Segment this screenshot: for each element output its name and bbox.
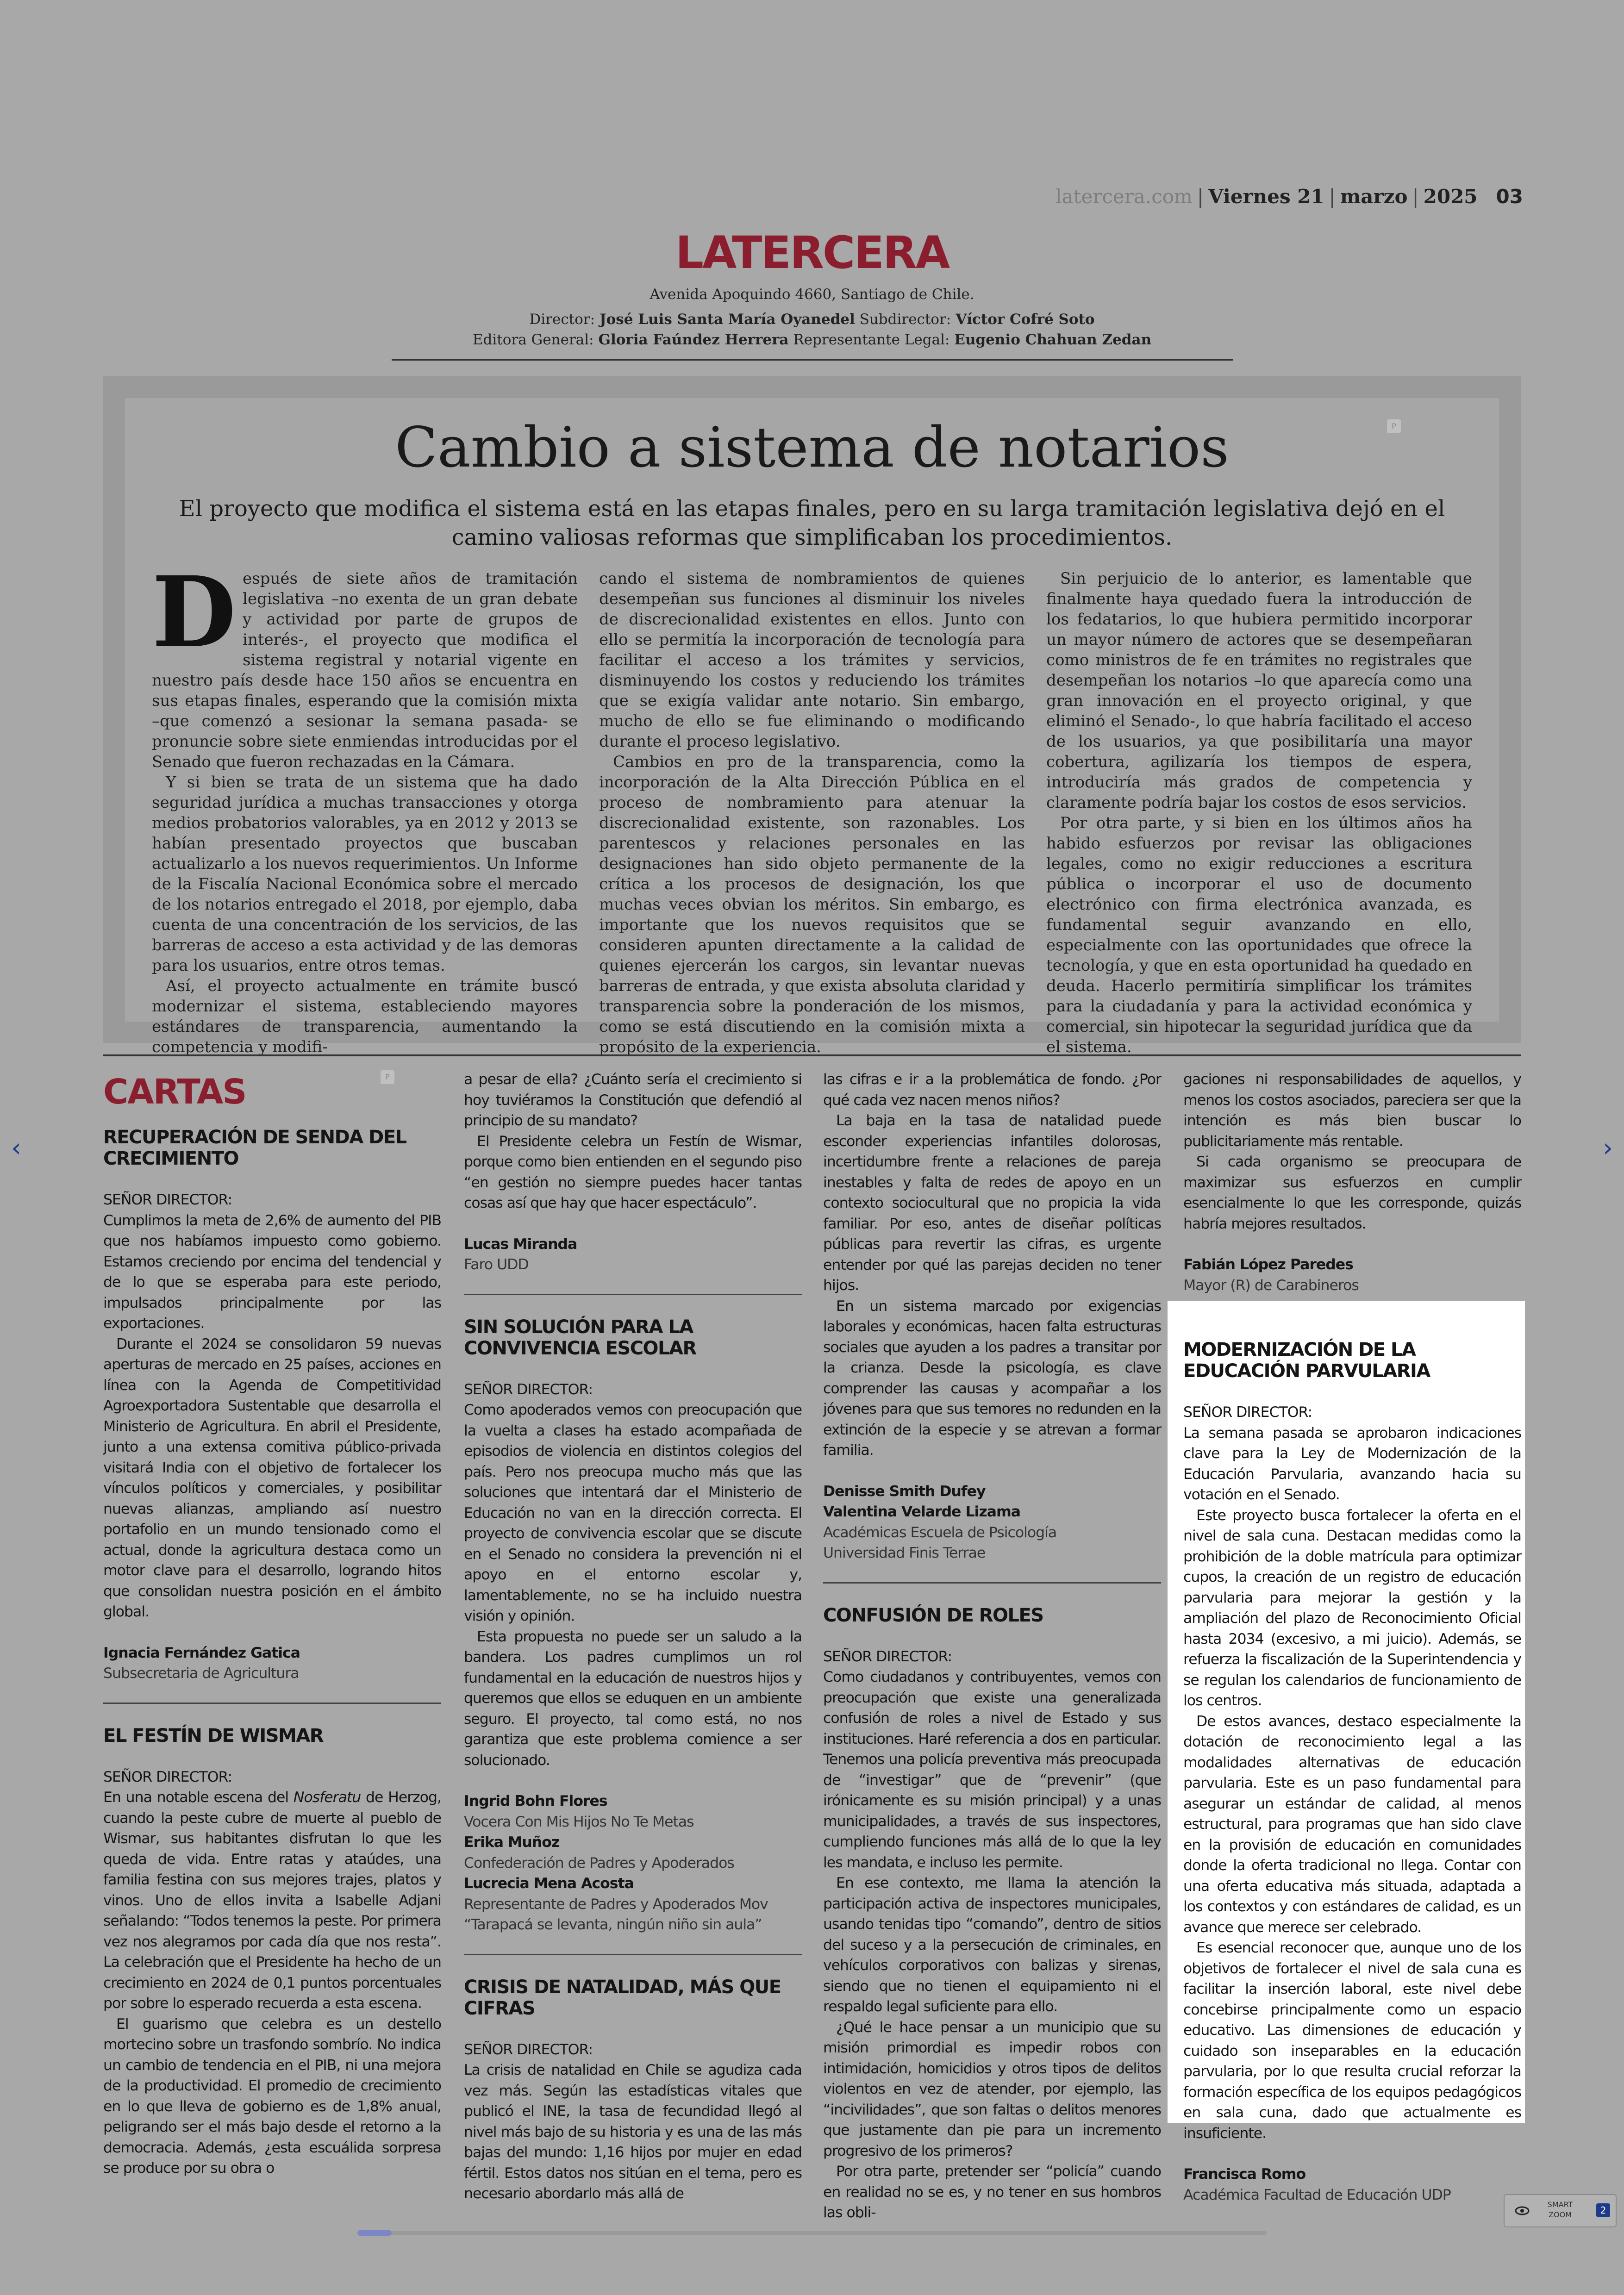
editorial-title: Cambio a sistema de notarios — [395, 416, 1229, 480]
letter-author: Erika Muñoz — [464, 1834, 560, 1851]
staff-line-2: Editora General: Gloria Faúndez Herrera Representante Legal: Eugenio Chahuan Zedan — [472, 331, 1152, 348]
letter-salutation: SEÑOR DIRECTOR: — [823, 1648, 952, 1665]
letter-paragraph: las cifras e ir a la problemática de fondo. ¿Por qué cada vez nacen menos niños? — [823, 1071, 1161, 1109]
letter-divider — [464, 1294, 802, 1295]
letter-paragraph: Es esencial reconocer que, aunque uno de los objetivos de fortalecer el nivel de sala cuna es facilitar la inserción laboral, este nivel debe concebirse principalmente como un espacio educativo. Las dimensiones de educación y cuidado son inseparables en la educación parvularia, por lo que resulta crucial reforzar la formación específica de los equipos pedagógicos en sala cuna, dado que actualmente es insuficiente. — [1183, 1940, 1521, 2142]
page-scrollbar-thumb[interactable] — [357, 2230, 392, 2236]
letter-author-role: Académicas Escuela de Psicología — [823, 1524, 1057, 1541]
letter-author: Lucas Miranda — [464, 1235, 577, 1253]
editorial-column-2 — [599, 568, 1025, 1057]
editorial-deck: El proyecto que modifica el sistema está en las etapas finales, pero en su larga tramitación legislativa dejó en el camino valiosas reformas que simplificaban los procedimientos. — [179, 496, 1445, 550]
next-page-button[interactable]: › — [1603, 1133, 1613, 1162]
ad-marker-icon[interactable]: P — [381, 1070, 394, 1084]
letter-salutation: SEÑOR DIRECTOR: — [103, 1768, 232, 1785]
website-label: latercera.com — [1056, 185, 1193, 208]
letter-paragraph: Por otra parte, pretender ser “policía” cuando en realidad no se es, y no tener en sus hombros las obli- — [823, 2163, 1161, 2221]
letter-paragraph: La baja en la tasa de natalidad puede esconder experiencias infantiles dolorosas, incertidumbre frente a relaciones de pareja inestables y falta de redes de apoyo en un contexto sociocultural que no propicia la vida familiar. Por eso, antes de diseñar políticas públicas para revertir las cifras, es urgente entender por qué las parejas deciden no tener hijos. — [823, 1112, 1161, 1294]
letter-author-role: Vocera Con Mis Hijos No Te Metas — [464, 1813, 694, 1830]
letters-column-4 — [1183, 1069, 1521, 2205]
letter-paragraph: En una notable escena del Nosferatu de Herzog, cuando la peste cubre de muerte al pueblo de Wismar, sus habitantes disfrutan lo que les queda de vida. Entre ratas y ataúdes, una familia festina con sus mejores trajes, platos y vinos. Uno de ellos invita a Isabelle Adjani señalando: “Todos tenemos la peste. Por primera vez nos alegramos por cada día que nos resta”. La celebración que el Presidente ha hecho de un crecimiento en 2024 de 0,1 puntos porcentuales por sobre lo esperado recuerda a esta escena. — [103, 1789, 441, 2012]
letter-author: Ignacia Fernández Gatica — [103, 1644, 300, 1661]
letter-paragraph: En un sistema marcado por exigencias laborales y económicas, hacen falta estructuras sociales que ayuden a los padres a transitar por la crianza. Desde la psicología, es clave comprender las causas y acompañar a los jóvenes para que sus temores no redunden en la extinción de la especie y se atrevan a formar familia. — [823, 1297, 1161, 1459]
editorial-paragraph: Y si bien se trata de un sistema que ha dado seguridad jurídica a muchas transacciones y otorga medios probatorios valorables, ya en 2012 y 2013 se habían presentado proyectos que buscaban actualizarlo a los nuevos requerimientos. Un Informe de la Fiscalía Nacional Económica sobre el mercado de los notarios entregado el 2018, por ejemplo, daba cuenta de una concentración de los servicios, de las barreras de acceso a esta actividad y de las demoras para los usuarios, entre otros temas. — [152, 773, 578, 975]
letter-author-role: Académica Facultad de Educación UDP — [1183, 2186, 1451, 2203]
letters-column-1 — [103, 1069, 441, 2179]
letter-author: Fabián López Paredes — [1183, 1256, 1353, 1273]
letter-paragraph: ¿Qué le hace pensar a un municipio que su misión primordial es impedir robos con intimidación, homicidios y otros tipos de delitos violentos en vez de atender, por ejemplo, las “incivilidades”, que son faltas o delitos menores que justamente dan pie para un incremento progresivo de los primeros? — [823, 2019, 1161, 2159]
letter-headline: SIN SOLUCIÓN PARA LA CONVIVENCIA ESCOLAR — [464, 1316, 696, 1359]
smart-zoom-badge: 2 — [1596, 2203, 1610, 2217]
letter-headline: EL FESTÍN DE WISMAR — [103, 1725, 324, 1746]
letter-author-role: Mayor (R) de Carabineros — [1183, 1277, 1359, 1294]
section-divider — [103, 1054, 1521, 1056]
smart-zoom-label: SMART ZOOM — [1547, 2200, 1573, 2219]
letter-divider — [464, 1954, 802, 1955]
letters-column-3 — [823, 1069, 1161, 2223]
letter-salutation: SEÑOR DIRECTOR: — [103, 1191, 232, 1208]
letter-paragraph: a pesar de ella? ¿Cuánto sería el crecimiento si hoy tuviéramos la Constitución que defendió al principio de su mandato? — [464, 1071, 802, 1129]
letter-divider — [823, 1582, 1161, 1584]
letter-headline: RECUPERACIÓN DE SENDA DEL CRECIMIENTO — [103, 1127, 406, 1169]
section-title-cartas: CARTAS — [103, 1072, 246, 1112]
letter-author: Denisse Smith Dufey — [823, 1483, 986, 1500]
letter-headline: CONFUSIÓN DE ROLES — [823, 1604, 1043, 1626]
smart-zoom-button[interactable] — [1504, 2194, 1617, 2227]
letter-author: Lucrecia Mena Acosta — [464, 1875, 634, 1892]
letter-divider — [103, 1703, 441, 1704]
letter-author-role: “Tarapacá se levanta, ningún niño sin aula” — [464, 1916, 762, 1933]
letter-paragraph: El guarismo que celebra es un destello mortecino sobre un trasfondo sombrío. No indica un cambio de tendencia en el PIB, ni una mejora de la productividad. El promedio de crecimiento en lo que lleva de gobierno es de 1,8% anual, peligrando ser el más bajo desde el retorno a la democracia. Además, ¿esta escuálida sorpresa se produce por su obra o — [103, 2015, 441, 2177]
letter-author-role: Representante de Padres y Apoderados Mov — [464, 1896, 768, 1913]
editorial-column-1 — [152, 555, 578, 1057]
editorial-column-3 — [1046, 568, 1472, 1057]
letter-paragraph: La crisis de natalidad en Chile se agudiza cada vez más. Según las estadísticas vitales que publicó el INE, la tasa de fecundidad llegó al nivel más bajo de su historia y es una de las más bajas del mundo: 1,16 hijos por mujer en edad fértil. Estos datos nos sitúan en el tema, pero es necesario abordarlo más allá de — [464, 2062, 802, 2202]
header-divider — [392, 359, 1233, 361]
eye-icon — [1514, 2202, 1530, 2219]
date-month: marzo — [1340, 185, 1408, 208]
letters-column-2 — [464, 1069, 802, 2204]
prev-page-button[interactable]: ‹ — [11, 1133, 21, 1162]
letter-paragraph: Esta propuesta no puede ser un saludo a la bandera. Los padres cumplimos un rol fundamental en la educación de nuestros hijos y queremos que ellos se eduquen en un ambiente seguro. El proyecto, tal como está, no nos garantiza que este problema comience a ser solucionado. — [464, 1628, 802, 1769]
letter-paragraph: Si cada organismo se preocupara de maximizar sus esfuerzos en cumplir esencialmente lo que les corresponde, quizás habría mejores resultados. — [1183, 1154, 1521, 1232]
letter-salutation: SEÑOR DIRECTOR: — [1183, 1404, 1312, 1421]
dropcap: D — [152, 555, 237, 669]
date-year: 2025 — [1423, 185, 1478, 208]
editorial-paragraph: Después de siete años de tramitación legislativa –no exenta de un gran debate y actividad por parte de grupos de interés-, el proyecto que modifica el sistema registral y notarial vigente en nuestro país desde hace 150 años se encuentra en sus etapas finales, esperando que la comisión mixta –que comenzó a sesionar la semana pasada- se pronuncie sobre siete enmiendas introducidas por el Senado que fueron rechazadas en la Cámara. — [152, 555, 578, 771]
letter-author: Francisca Romo — [1183, 2166, 1306, 2183]
letter-paragraph: De estos avances, destaco especialmente la dotación de reconocimiento legal a las modalidades alternativas de educación parvularia. Este es un paso fundamental para asegurar un estándar de calidad, al menos estructural, para programas que han sido clave en la provisión de educación en comunidades donde la oferta tradicional no llega. Contar con una oferta educativa más situada, adaptada a los contextos y con estándares de calidad, es un avance que merece ser celebrado. — [1183, 1713, 1521, 1936]
letter-paragraph: Cumplimos la meta de 2,6% de aumento del PIB que nos habíamos impuesto como gobierno. Estamos creciendo por encima del tendencial y de lo que se esperaba para este periodo, impulsados principalmente por las exportaciones. — [103, 1212, 441, 1332]
letter-paragraph: Como ciudadanos y contribuyentes, vemos con preocupación que existe una generalizada confusión de roles a nivel de Estado y sus instituciones. Haré referencia a dos en particular. Tenemos una policía preventiva más preocupada de “investigar” que de “prevenir” (que irónicamente es su misión principal) y a unas municipalidades, a través de sus inspectores, cumpliendo funciones más allá de lo que la ley les mandata, e incluso les permite. — [823, 1669, 1161, 1871]
letter-paragraph: El Presidente celebra un Festín de Wismar, porque como bien entienden en el segundo piso “en gestión no siempre puedes hacer tantas cosas así que hay que hacer espectáculo”. — [464, 1133, 802, 1211]
letter-salutation: SEÑOR DIRECTOR: — [464, 1381, 593, 1398]
letter-paragraph: En ese contexto, me llama la atención la participación activa de inspectores municipales, usando tenidas tipo “comando”, dentro de sitios del suceso y a la persecución de criminales, en vehículos corporativos con balizas y sirenas, siendo que no tienen el equipamiento ni el respaldo legal suficiente para ello. — [823, 1875, 1161, 2015]
letter-paragraph: La semana pasada se aprobaron indicaciones clave para la Ley de Modernización de la Educación Parvularia, avanzando hacia su votación en el Senado. — [1183, 1424, 1521, 1503]
letter-headline: MODERNIZACIÓN DE LA EDUCACIÓN PARVULARIA — [1183, 1339, 1430, 1382]
letter-author-role: Subsecretaria de Agricultura — [103, 1665, 299, 1682]
letter-paragraph: gaciones ni responsabilidades de aquellos, y menos los costos asociados, pareciera ser que la intención es más bien buscar lo publicitariamente más rentable. — [1183, 1071, 1521, 1150]
letter-paragraph: Como apoderados vemos con preocupación que la vuelta a clases ha estado acompañada de episodios de violencia en distintos colegios del país. Pero nos preocupa mucho más que las soluciones que intentará dar el Ministerio de Educación no van en la dirección correcta. El proyecto de convivencia escolar que se discute en el Senado no considera la prevención ni el apoyo en el entorno escolar y, lamentablemente, no se ha incluido nuestra visión y opinión. — [464, 1402, 802, 1624]
letter-headline: CRISIS DE NATALIDAD, MÁS QUE CIFRAS — [464, 1976, 781, 2019]
staff-line-1: Director: José Luis Santa María Oyanedel Subdirector: Víctor Cofré Soto — [529, 311, 1095, 328]
letter-author-role: Confederación de Padres y Apoderados — [464, 1854, 734, 1871]
date-weekday: Viernes 21 — [1208, 185, 1324, 208]
ad-marker-icon[interactable]: P — [1387, 419, 1401, 433]
letter-author-role: Universidad Finis Terrae — [823, 1545, 986, 1561]
letter-paragraph: Durante el 2024 se consolidaron 59 nuevas aperturas de mercado en 25 países, acciones en línea con la Agenda de Competitividad Agroexportadora Sustentable que desarrolla el Ministerio de Agricultura. En abril el Presidente, junto a una extensa comitiva público-privada visitará India con el objetivo de fortalecer los vínculos políticos y comerciales, y posibilitar nuevas alianzas, ampliando así nuestro portafolio en un mundo tensionado como el actual, donde la agricultura destaca como un motor clave para el desarrollo, logrando hitos que consolidan nuestra posición en el ámbito global. — [103, 1335, 441, 1620]
letter-author-role: Faro UDD — [464, 1256, 529, 1273]
letter-author: Valentina Velarde Lizama — [823, 1503, 1021, 1520]
editorial-paragraph: Sin perjuicio de lo anterior, es lamentable que finalmente haya quedado fuera la introducción de los fedatarios, lo que hubiera permitido incorporar un mayor número de actores que se desempeñaran como ministros de fe en trámites no registrales que desempeñan los notarios –lo que aparecía como una gran innovación en el proyecto original, y que eliminó el Senado-, lo que habría facilitado el acceso de los usuarios, ya que posibilitaría una mayor cobertura, agilizaría los tiempos de espera, introduciría más grados de competencia y claramente podría bajar los costos de esos servicios. — [1046, 569, 1472, 812]
editorial-paragraph: Así, el proyecto actualmente en trámite buscó modernizar el sistema, estableciendo mayores estándares de transparencia, aumentando la competencia y modifi- — [152, 977, 578, 1056]
letter-author: Ingrid Bohn Flores — [464, 1793, 607, 1809]
page-number: 03 — [1496, 185, 1523, 208]
masthead-logo: LATERCERA — [675, 227, 949, 279]
page-scrollbar[interactable] — [357, 2231, 1267, 2235]
editorial-paragraph: Cambios en pro de la transparencia, como la incorporación de la Alta Dirección Pública en el proceso de nombramiento para atenuar la discrecionalidad existente, son razonables. Los parentescos y relaciones personales en las designaciones han sido objeto permanente de la crítica a los procesos de designación, los que muchas veces obvian los méritos. Sin embargo, es importante que los nuevos requisitos que se consideren apunten directamente a la calidad de quienes ejercerán los cargos, sin levantar nuevas barreras de entrada, y que exista absoluta claridad y transparencia sobre la ponderación de los mismos, como se está discutiendo en la comisión mixta a propósito de la experiencia. — [599, 753, 1025, 1056]
editorial-paragraph: cando el sistema de nombramientos de quienes desempeñan sus funciones al disminuir los niveles de discrecionalidad existentes en ellos. Junto con ello se permitía la incorporación de tecnología para facilitar el acceso a los trámites y servicios, disminuyendo los costos y reduciendo los trámites que se exigía validar ante notario. Sin embargo, mucho de ello se fue eliminando o modificando durante el proceso legislativo. — [599, 569, 1025, 751]
letter-paragraph: Este proyecto busca fortalecer la oferta en el nivel de sala cuna. Destacan medidas como la prohibición de la doble matrícula para optimizar cupos, la creación de un registro de educación parvularia para mejorar la gestión y la ampliación del plazo de Reconocimiento Oficial hasta 2034 (excesivo, a mi juicio). Además, se refuerza la fiscalización de la Superintendencia y se regulan los calendarios de funcionamiento de los centros. — [1183, 1507, 1521, 1709]
letter-salutation: SEÑOR DIRECTOR: — [464, 2041, 593, 2058]
address-line: Avenida Apoquindo 4660, Santiago de Chile. — [650, 286, 974, 303]
page-dateline: latercera.com | Viernes 21 | marzo | 2025 03 — [1056, 185, 1523, 208]
editorial-paragraph: Por otra parte, y si bien en los últimos años ha habido esfuerzos por revisar las obligaciones legales, como no exigir reducciones a escritura pública o incorporar el uso de documento electrónico con firma electrónica avanzada, es fundamental seguir avanzando en ello, especialmente con las oportunidades que ofrece la tecnología, y que en esta oportunidad ha quedado en deuda. Hacerlo permitiría simplificar los trámites para la ciudadanía y para la actividad económica y comercial, sin hipotecar la seguridad jurídica que da el sistema. — [1046, 814, 1472, 1056]
